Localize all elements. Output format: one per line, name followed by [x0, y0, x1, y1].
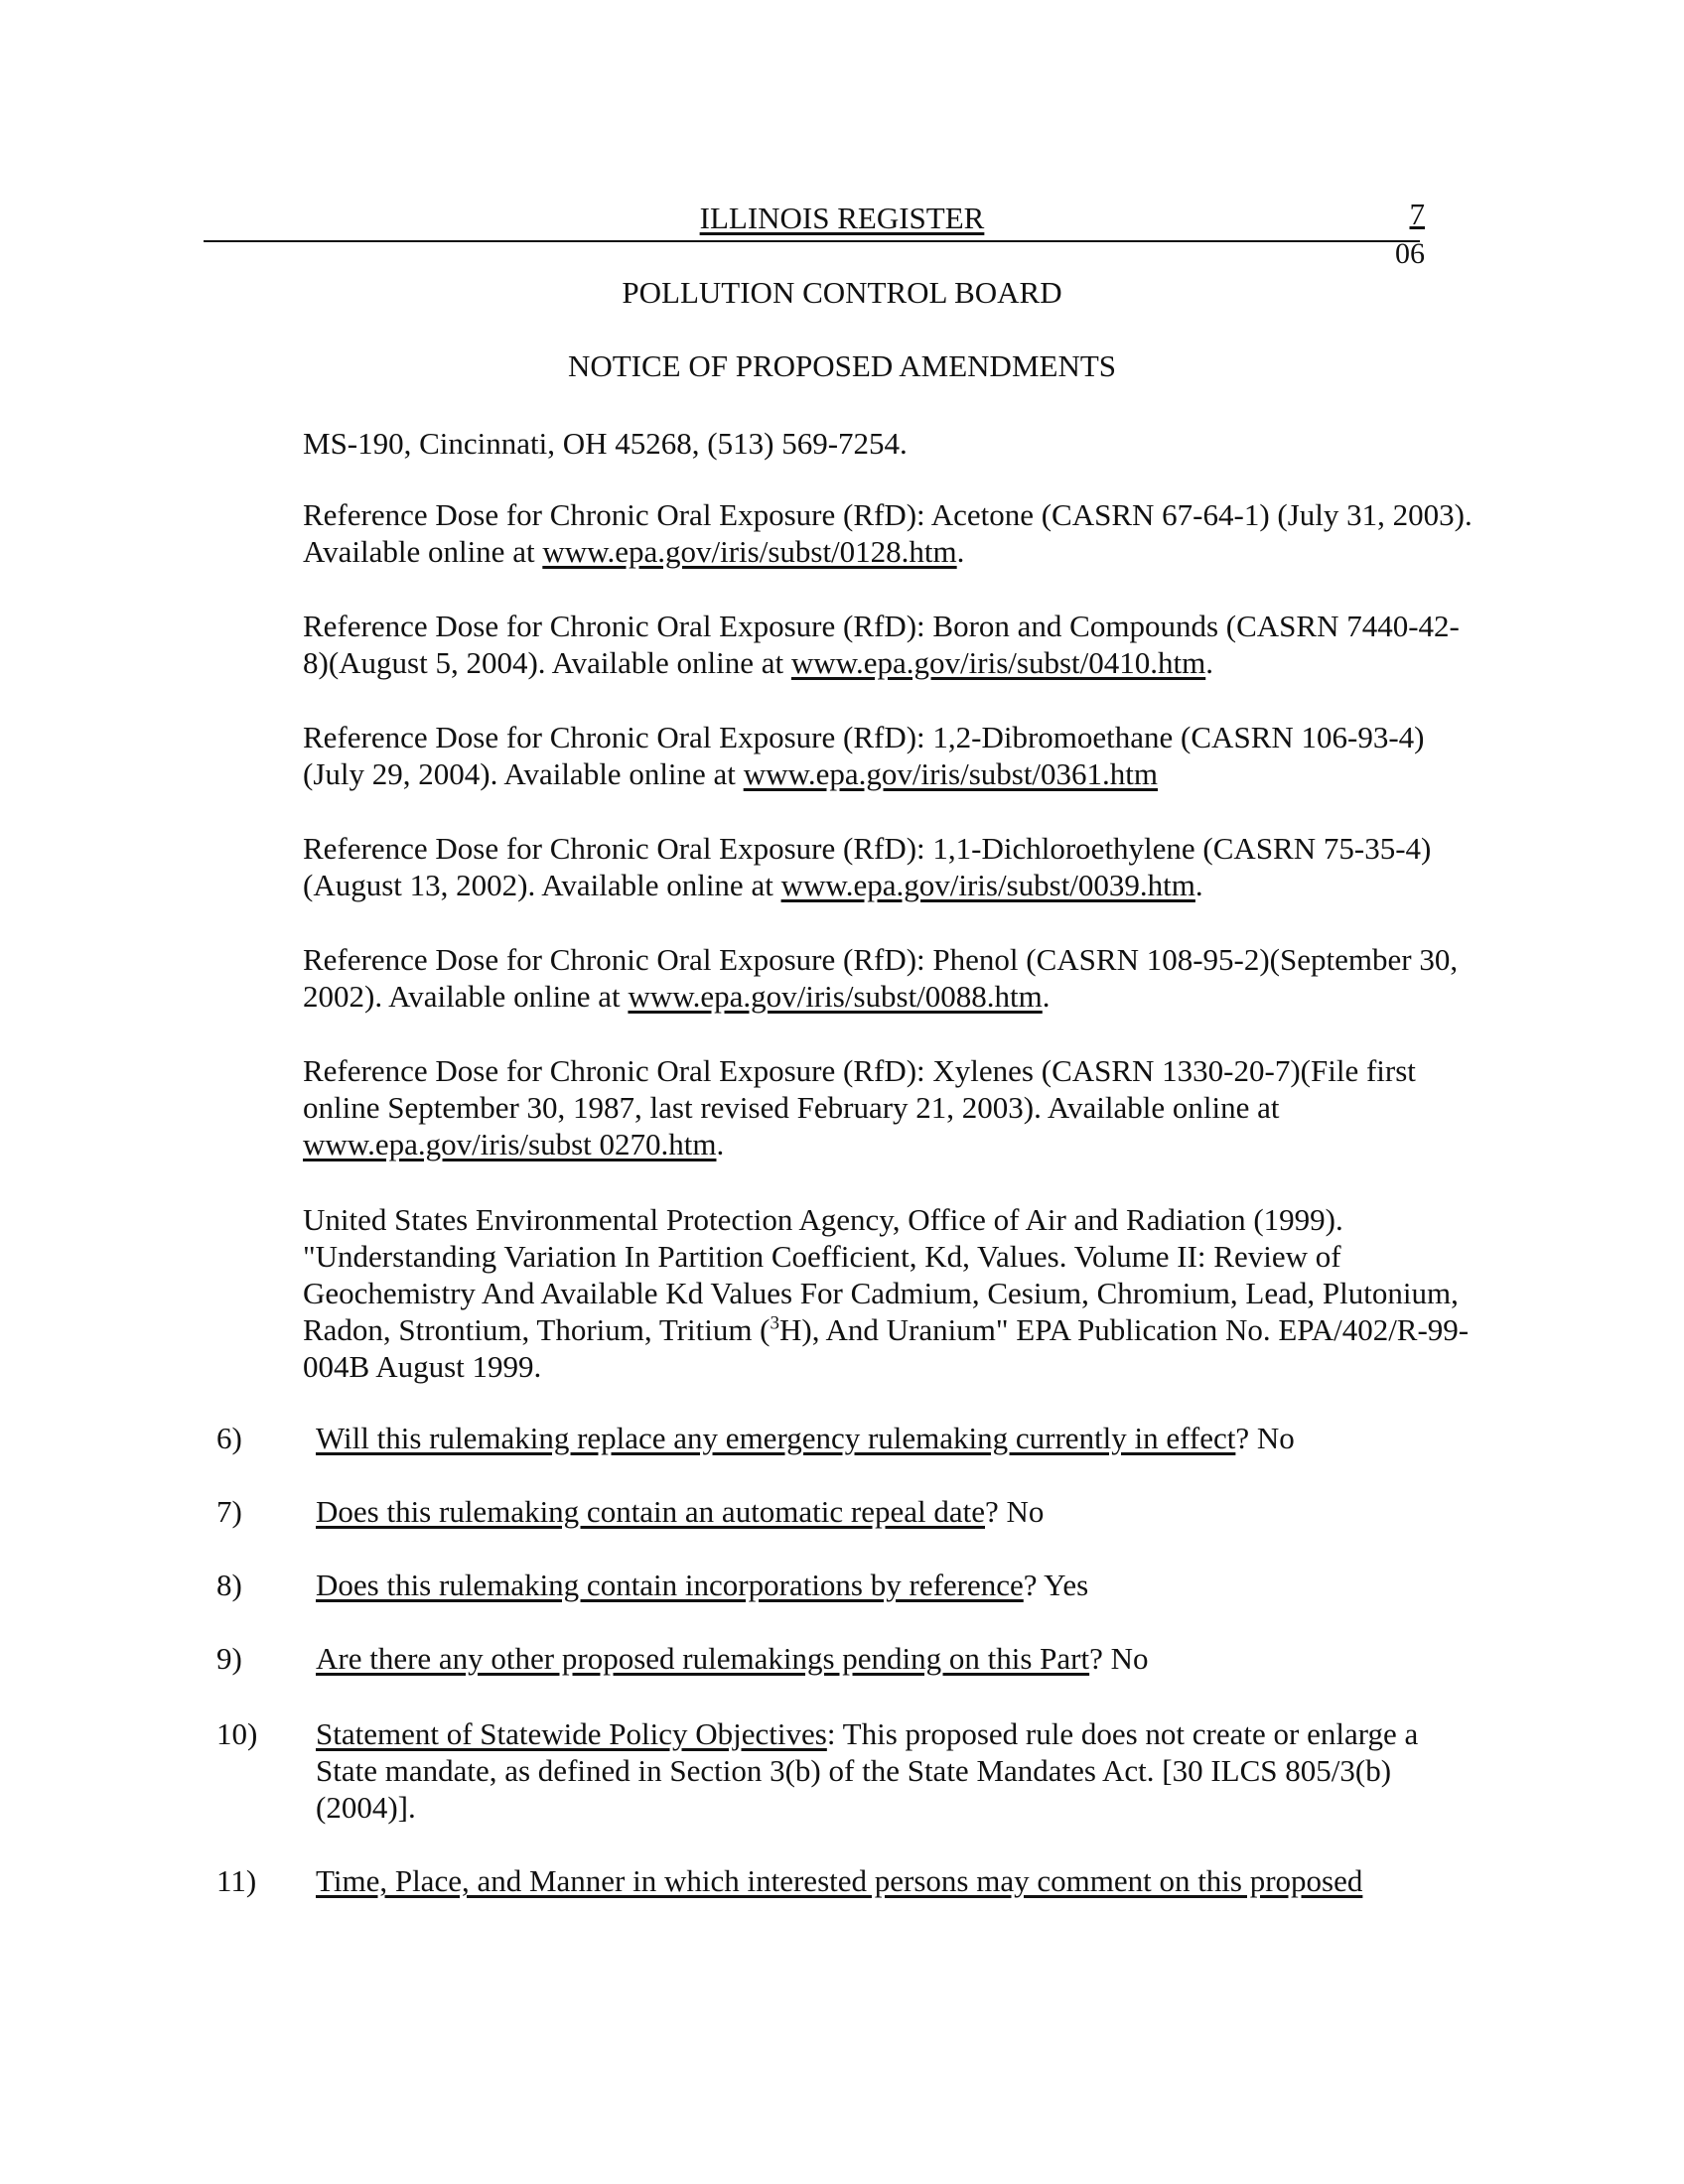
reference-entry: Reference Dose for Chronic Oral Exposure (RfD): 1,2-Dibromoethane (CASRN 106-93-4)(July 29, 2004). Available online at www.epa.gov/iris/subst/0361.htm [303, 720, 1425, 791]
notice-heading: NOTICE OF PROPOSED AMENDMENTS [567, 348, 1117, 383]
page-number: 7 [1409, 197, 1425, 231]
reference-entry: Reference Dose for Chronic Oral Exposure (RfD): Acetone (CASRN 67-64-1) (July 31, 2003). Available online at www.epa.gov/iris/subst/0128.htm. [303, 497, 1473, 569]
reference-link[interactable]: www.epa.gov/iris/subst 0270.htm [303, 1127, 717, 1161]
reference-link[interactable]: www.epa.gov/iris/subst/0361.htm [743, 756, 1159, 791]
issue-number: 06 [1395, 237, 1425, 270]
item-number: 10) [216, 1716, 258, 1751]
reference-entry: Reference Dose for Chronic Oral Exposure (RfD): Xylenes (CASRN 1330-20-7)(File first online September 30, 1987, last revised February 21, 2003). Available online at www.epa.gov/iris/subst 0270.htm. [303, 1053, 1416, 1161]
item-number: 11) [216, 1863, 257, 1898]
reference-entry: Reference Dose for Chronic Oral Exposure (RfD): Boron and Compounds (CASRN 7440-42-8)(August 5, 2004). Available online at www.epa.gov/iris/subst/0410.htm. [303, 609, 1460, 680]
item-number: 7) [216, 1494, 242, 1529]
reference-link[interactable]: www.epa.gov/iris/subst/0128.htm [542, 534, 957, 569]
reference-link[interactable]: www.epa.gov/iris/subst/0410.htm [790, 645, 1206, 680]
item-text: Statement of Statewide Policy Objectives: This proposed rule does not create or enlarge a State mandate, as defined in Section 3(b) of the State Mandates Act. [30 ILCS 805/3(b) (2004)]. [316, 1716, 1419, 1825]
reference-entry: Reference Dose for Chronic Oral Exposure (RfD): 1,1-Dichloroethylene (CASRN 75-35-4)(August 13, 2002). Available online at www.epa.gov/iris/subst/0039.htm. [303, 831, 1432, 902]
item-text: Time, Place, and Manner in which interested persons may comment on this proposed [316, 1863, 1363, 1898]
agency-heading: POLLUTION CONTROL BOARD [622, 275, 1062, 310]
item-text: Are there any other proposed rulemakings pending on this Part? No [316, 1641, 1149, 1676]
item-text: Will this rulemaking replace any emergency rulemaking currently in effect? No [316, 1421, 1295, 1455]
reference-link[interactable]: www.epa.gov/iris/subst/0039.htm [780, 868, 1195, 902]
item-number: 9) [216, 1641, 242, 1676]
reference-entry: MS-190, Cincinnati, OH 45268, (513) 569-7254. [303, 426, 908, 461]
header-rule [204, 240, 1420, 242]
item-number: 6) [216, 1421, 242, 1455]
register-title: ILLINOIS REGISTER [699, 201, 985, 235]
item-text: Does this rulemaking contain incorporations by reference? Yes [316, 1568, 1089, 1602]
reference-entry: Reference Dose for Chronic Oral Exposure (RfD): Phenol (CASRN 108-95-2)(September 30, 2002). Available online at www.epa.gov/iris/subst/0088.htm. [303, 942, 1459, 1014]
epa-publication-reference: United States Environmental Protection Agency, Office of Air and Radiation (1999). "Understanding Variation In Partition Coefficient, Kd, Values. Volume II: Review of Geochemistry And Available Kd Values For Cadmium, Cesium, Chromium, Lead, Plutonium, Radon, Strontium, Thorium, Tritium ($^3$H), And Uranium" EPA Publication No. EPA/402/R-99-004B August 1999. [303, 1202, 1470, 1384]
item-text: Does this rulemaking contain an automatic repeal date? No [316, 1494, 1045, 1529]
reference-link[interactable]: www.epa.gov/iris/subst/0088.htm [628, 979, 1043, 1014]
item-number: 8) [216, 1568, 242, 1602]
